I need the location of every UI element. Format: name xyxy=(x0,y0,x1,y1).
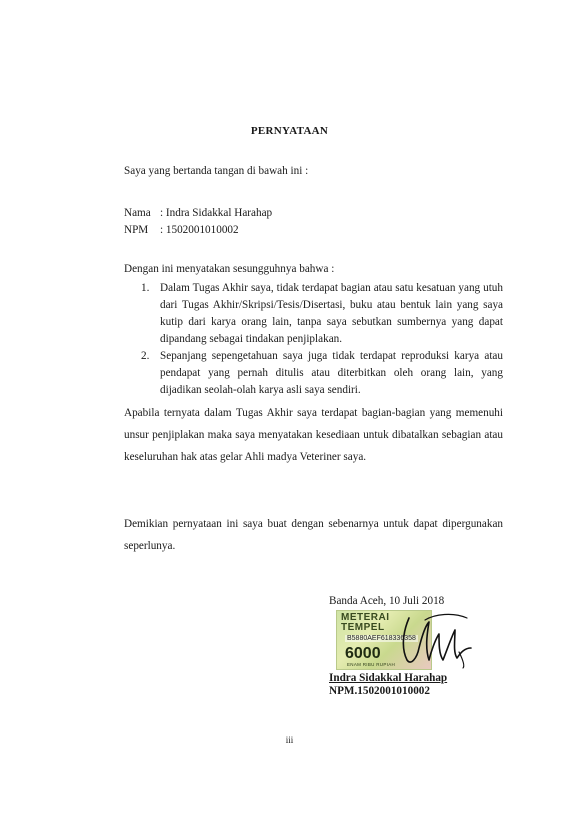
name-value: : Indra Sidakkal Harahap xyxy=(160,207,273,219)
list-item-text: Dalam Tugas Akhir saya, tidak terdapat bagian atau satu kesatuan yang utuh dari Tugas Akhir/Skripsi/Tesis/Disertasi, buku atau bentuk lain yang saya kutip dari karya orang lain, tanpa saya sebutkan sumbernya yang dapat dipandang sebagai tindakan penjiplakan. xyxy=(160,282,503,345)
statement-lead: Dengan ini menyatakan sesungguhnya bahwa : xyxy=(124,263,335,275)
place-date: Banda Aceh, 10 Juli 2018 xyxy=(329,595,445,607)
npm-label: NPM xyxy=(124,224,149,236)
signer-name: Indra Sidakkal Harahap xyxy=(329,672,448,684)
stamp-footer: ENAM RIBU RUPIAH xyxy=(347,662,396,667)
list-item-number: 2. xyxy=(141,350,150,362)
consequence-paragraph: Apabila ternyata dalam Tugas Akhir saya terdapat bagian-bagian yang memenuhi unsur penjiplakan maka saya menyatakan kesediaan untuk dibatalkan sebagian atau keseluruhan hak atas gelar Ahli madya Veteriner saya. xyxy=(124,407,503,463)
closing-paragraph: Demikian pernyataan ini saya buat dengan sebenarnya untuk dapat dipergunakan seperlunya. xyxy=(124,518,503,552)
handwritten-signature xyxy=(395,608,475,670)
intro-text: Saya yang bertanda tangan di bawah ini : xyxy=(124,165,309,177)
document-title: PERNYATAAN xyxy=(250,125,329,137)
list-item-text: Sepanjang sepengetahuan saya juga tidak terdapat reproduksi karya atau pendapat yang pernah ditulis atau diterbitkan oleh orang lain, yang dijadikan seolah-olah karya asli saya sendiri. xyxy=(160,350,503,396)
stamp-label: METERAI TEMPEL xyxy=(341,612,390,633)
signer-npm: NPM.1502001010002 xyxy=(329,685,430,697)
stamp-code: B5880AEF618336358 xyxy=(347,635,416,642)
list-item-number: 1. xyxy=(141,282,150,294)
page-number: iii xyxy=(285,735,294,745)
name-label: Nama xyxy=(124,207,151,219)
stamp-value: 6000 xyxy=(345,645,381,662)
npm-value: : 1502001010002 xyxy=(160,224,239,236)
